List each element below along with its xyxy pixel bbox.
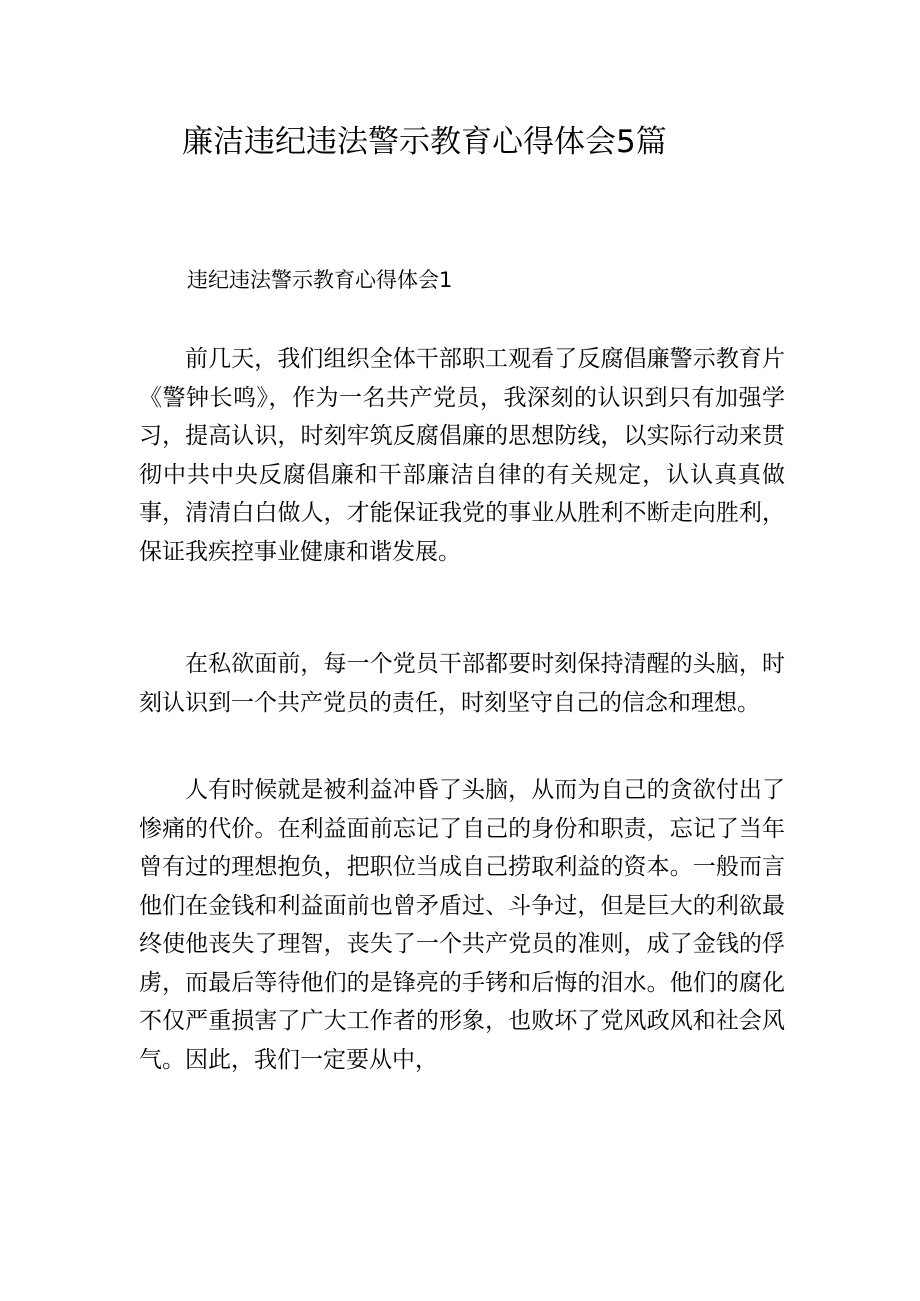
body-paragraph: 前几天，我们组织全体干部职工观看了反腐倡廉警示教育片《警钟长鸣》，作为一名共产党员，我深刻的认识到只有加强学习，提高认识，时刻牢筑反腐倡廉的思想防线，以实际行动来贯彻中共中央反腐倡廉和干部廉洁自律的有关规定，认认真真做事，清清白白做人，才能保证我党的事业从胜利不断走向胜利，保证我疾控事业健康和谐发展。 xyxy=(139,346,785,565)
body-paragraph: 人有时候就是被利益冲昏了头脑，从而为自己的贪欲付出了惨痛的代价。在利益面前忘记了自己的身份和职责，忘记了当年曾有过的理想抱负，把职位当成自己捞取利益的资本。一般而言他们在金钱和利益面前也曾矛盾过、斗争过，但是巨大的利欲最终使他丧失了理智，丧失了一个共产党员的准则，成了金钱的俘虏，而最后等待他们的是锋亮的手铐和后悔的泪水。他们的腐化不仅严重损害了广大工作者的形象，也败坏了党风政风和社会风气。因此，我们一定要从中， xyxy=(139,777,785,1073)
section-heading: 违纪违法警示教育心得体会1 xyxy=(187,268,453,292)
body-paragraph: 在私欲面前，每一个党员干部都要时刻保持清醒的头脑，时刻认识到一个共产党员的责任，时刻坚守自己的信念和理想。 xyxy=(139,651,785,716)
document-title: 廉洁违纪违法警示教育心得体会5篇 xyxy=(182,124,667,160)
